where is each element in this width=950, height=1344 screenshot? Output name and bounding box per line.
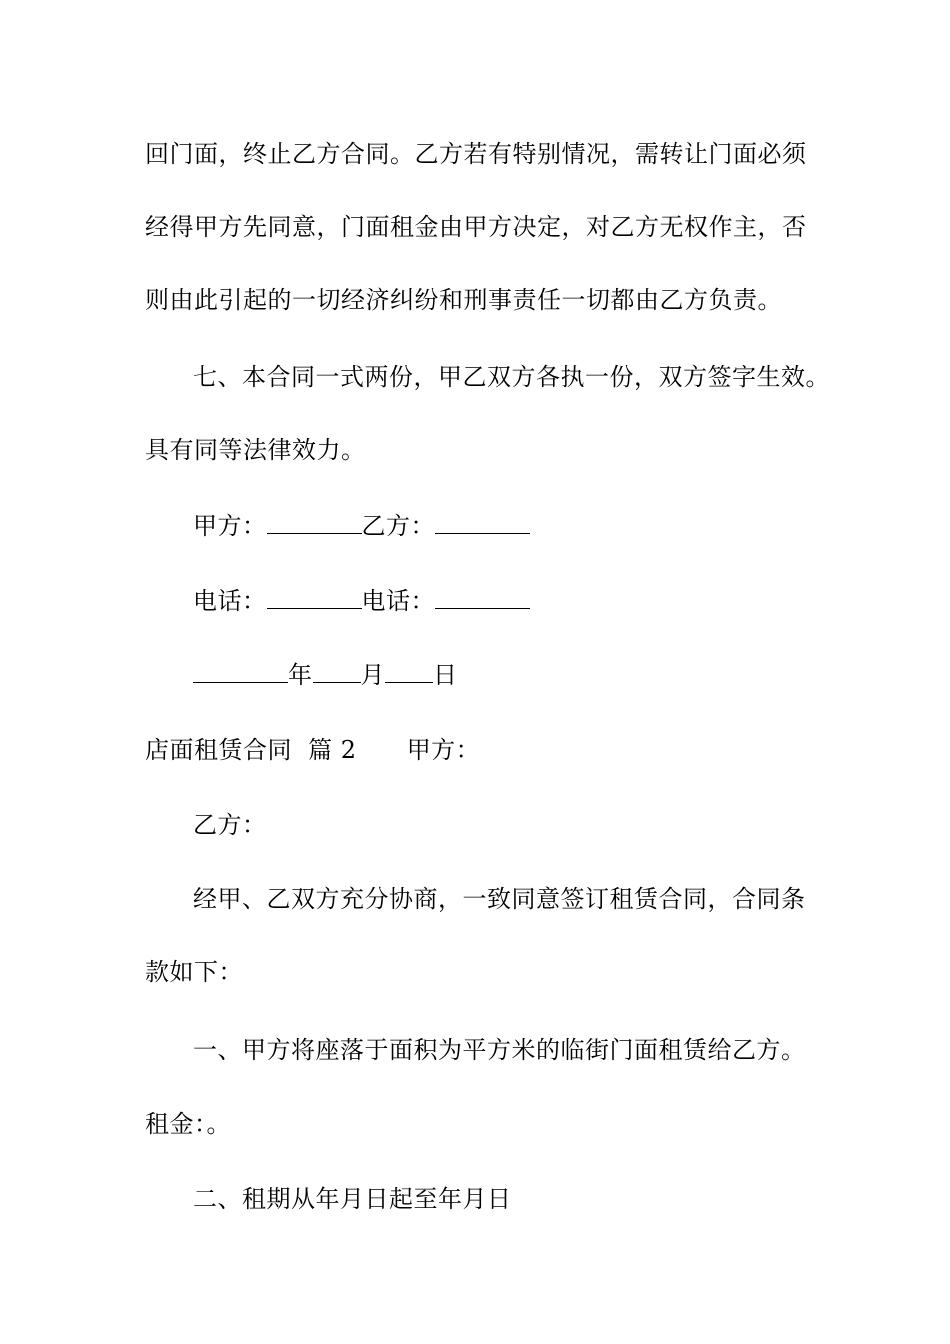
contract2-title: 店面租赁合同: [145, 736, 292, 764]
year-label: 年: [288, 661, 313, 689]
paragraph-line: 回门面，终止乙方合同。乙方若有特别情况，需转让门面必须: [145, 140, 807, 168]
contract2-clause-one: 一、甲方将座落于面积为平方米的临街门面租赁给乙方。: [193, 1036, 806, 1064]
party-b-blank: [435, 511, 530, 534]
contract2-intro: 经甲、乙双方充分协商，一致同意签订租赁合同，合同条: [193, 885, 806, 913]
signature-date-line: [193, 659, 458, 691]
day-label: 日: [433, 661, 458, 689]
signature-phone-line: [193, 585, 530, 617]
phone-a-label: 电话：: [193, 587, 267, 615]
contract2-heading-line: [145, 734, 480, 766]
contract2-number: 篇 2: [308, 736, 357, 764]
paragraph-line: 经得甲方先同意，门面租金由甲方决定，对乙方无权作主，否: [145, 213, 807, 241]
month-blank: [313, 660, 361, 683]
contract2-party-b: 乙方：: [193, 811, 267, 839]
phone-b-blank: [435, 586, 530, 609]
signature-party-line: [193, 510, 530, 542]
year-blank: [193, 660, 288, 683]
phone-b-label: 电话：: [361, 587, 435, 615]
paragraph-line: 具有同等法律效力。: [145, 436, 366, 464]
paragraph-line: 则由此引起的一切经济纠纷和刑事责任一切都由乙方负责。: [145, 286, 782, 314]
contract2-clause-two: 二、租期从年月日起至年月日: [193, 1185, 512, 1213]
party-b-label: 乙方：: [361, 512, 435, 540]
clause-seven: 七、本合同一式两份，甲乙双方各执一份，双方签字生效。: [193, 363, 830, 391]
month-label: 月: [360, 661, 385, 689]
contract2-rent: 租金：。: [145, 1110, 231, 1138]
day-blank: [385, 660, 433, 683]
party-a-blank: [267, 511, 362, 534]
phone-a-blank: [267, 586, 362, 609]
contract2-party-a: 甲方：: [406, 736, 481, 764]
party-a-label: 甲方：: [193, 512, 267, 540]
contract2-intro-cont: 款如下：: [145, 958, 243, 986]
